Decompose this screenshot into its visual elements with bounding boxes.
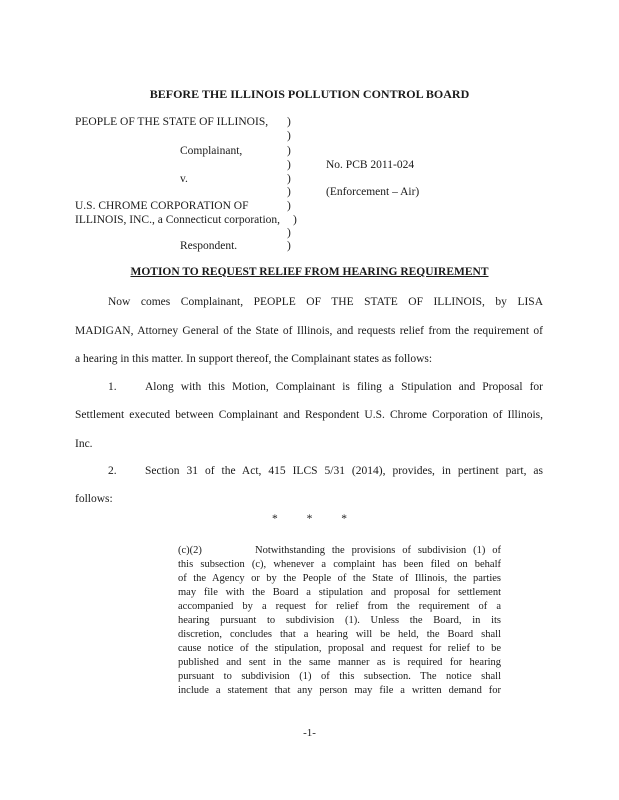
- quote-line-10: pursuant to subdivision (1) of this subsection. The notice shall: [178, 671, 501, 682]
- quote-line-7: discretion, concludes that a hearing will be held, the Board shall: [178, 629, 501, 640]
- case-number: No. PCB 2011-024: [326, 159, 415, 171]
- plaintiff-name: PEOPLE OF THE STATE OF ILLINOIS,: [75, 116, 269, 128]
- caption-paren: ): [287, 186, 291, 198]
- para1-line-3: Inc.: [75, 438, 93, 450]
- caption-paren: ): [287, 145, 291, 157]
- quote-line-5: accompanied by a request for relief from the requirement of a: [178, 601, 501, 612]
- page-number: -1-: [303, 727, 316, 739]
- section-break-stars: [0, 513, 619, 525]
- quote-label: (c)(2): [178, 545, 202, 556]
- para1-number: 1.: [108, 381, 117, 393]
- star: *: [341, 513, 347, 525]
- intro-line-1: Now comes Complainant, PEOPLE OF THE STATE OF ILLINOIS, by LISA: [108, 296, 543, 308]
- defendant-name-line1: U.S. CHROME CORPORATION OF: [75, 200, 249, 212]
- caption-paren: ): [287, 159, 291, 171]
- caption-paren: ): [287, 116, 291, 128]
- quote-line-9: published and sent in the same manner as is required for hearing: [178, 657, 501, 668]
- caption-paren: ): [287, 130, 291, 142]
- caption-paren: ): [287, 240, 291, 252]
- para1-line-2: Settlement executed between Complainant and Respondent U.S. Chrome Corporation of Illinois,: [75, 409, 543, 421]
- star: *: [272, 513, 278, 525]
- intro-line-2: MADIGAN, Attorney General of the State of Illinois, and requests relief from the requirement of: [75, 325, 543, 337]
- complainant-label: Complainant,: [180, 145, 243, 157]
- respondent-label: Respondent.: [180, 240, 238, 252]
- para2-line-2: follows:: [75, 493, 113, 505]
- quote-line-1: Notwithstanding the provisions of subdivision (1) of: [255, 545, 501, 556]
- caption-paren: ): [287, 200, 291, 212]
- star: *: [306, 513, 313, 525]
- caption-paren: ): [287, 227, 291, 239]
- para1-line-1: Along with this Motion, Complainant is filing a Stipulation and Proposal for: [145, 381, 543, 393]
- para2-number: 2.: [108, 465, 117, 477]
- versus-label: v.: [180, 173, 188, 185]
- defendant-name-line2: ILLINOIS, INC., a Connecticut corporation,: [75, 214, 281, 226]
- case-type: (Enforcement – Air): [326, 186, 420, 198]
- quote-line-3: of the Agency or by the People of the State of Illinois, the parties: [178, 573, 501, 584]
- caption-paren: ): [287, 173, 291, 185]
- quote-line-2: this subsection (c), whenever a complaint has been filed on behalf: [178, 559, 501, 570]
- quote-line-8: cause notice of the stipulation, proposal and request for relief to be: [178, 643, 501, 654]
- quote-line-6: hearing pursuant to subdivision (1). Unless the Board, in its: [178, 615, 501, 626]
- para2-line-1: Section 31 of the Act, 415 ILCS 5/31 (2014), provides, in pertinent part, as: [145, 465, 543, 477]
- quote-line-4: may file with the Board a stipulation and proposal for settlement: [178, 587, 501, 598]
- caption-paren: ): [293, 214, 297, 226]
- document-heading: BEFORE THE ILLINOIS POLLUTION CONTROL BOARD: [149, 87, 470, 101]
- intro-line-3: a hearing in this matter. In support thereof, the Complainant states as follows:: [75, 353, 433, 365]
- quote-line-11: include a statement that any person may file a written demand for: [178, 685, 501, 696]
- motion-title: MOTION TO REQUEST RELIEF FROM HEARING REQUIREMENT: [130, 266, 489, 278]
